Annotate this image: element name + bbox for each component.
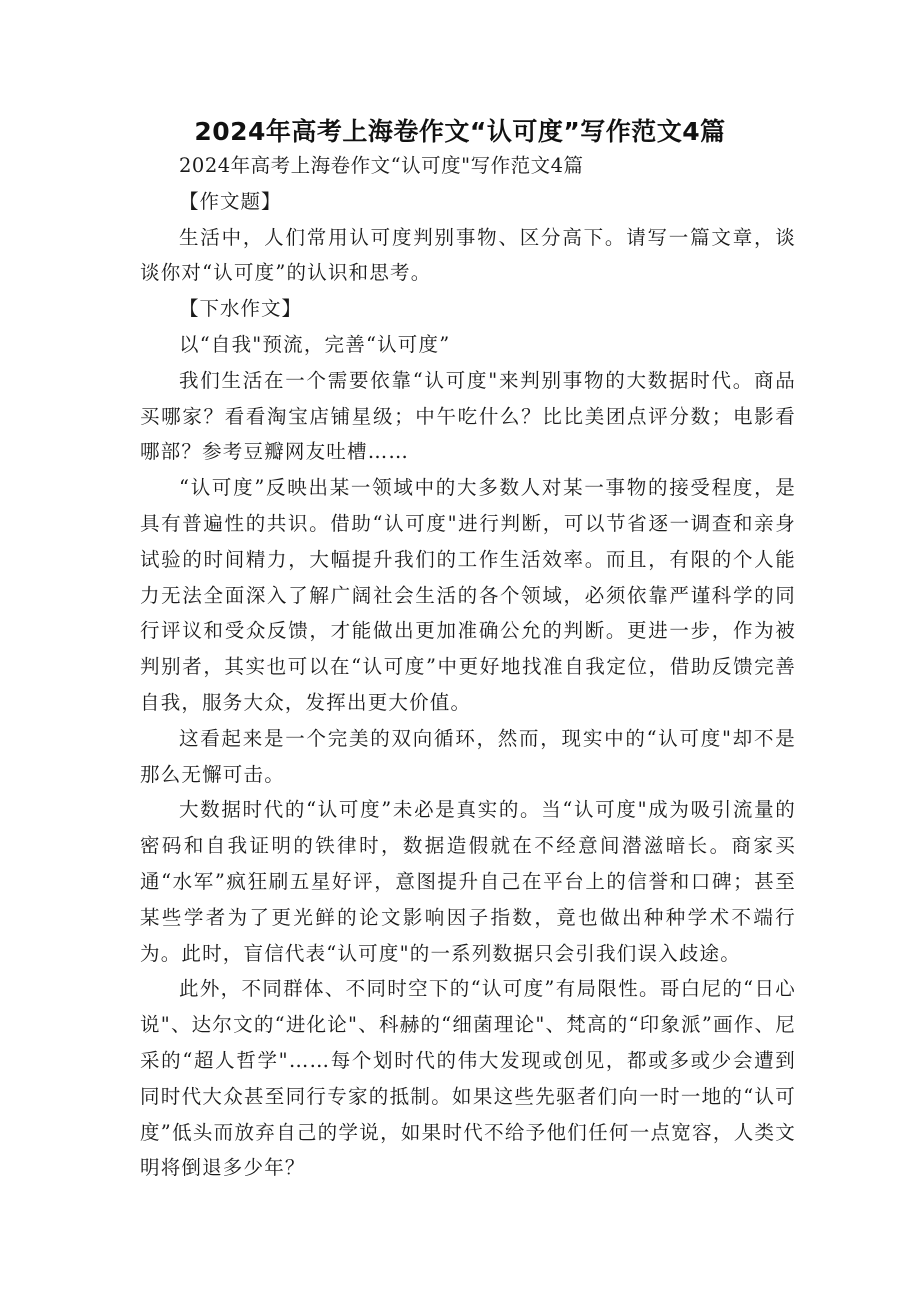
document-title: 2024年高考上海卷作文“认可度”写作范文4篇	[194, 117, 726, 146]
essay-heading: 以“自我"预流，完善“认可度”	[179, 332, 451, 356]
body-paragraph: 此外，不同群体、不同时空下的“认可度”有局限性。哥白尼的“日心说"、达尔文的“进化论"、科赫的“细菌理论"、梵高的“印象派”画作、尼采的“超人哲学"……每个划时代的伟大发现或创见，都或多或少会遭到同时代大众甚至同行专家的抵制。如果这些先驱者们向一时一地的“认可度”低头而放弃自己的学说，如果时代不给予他们任何一点宽容，人类文明将倒退多少年？	[140, 977, 796, 1180]
section-label-prompt: 【作文题】	[179, 189, 282, 213]
subtitle-paragraph: 2024年高考上海卷作文“认可度"写作范文4篇	[179, 154, 584, 177]
body-paragraph: 我们生活在一个需要依靠“认可度"来判别事物的大数据时代。商品买哪家？看看淘宝店铺星级；中午吃什么？比比美团点评分数；电影看哪部？参考豆瓣网友吐槽……	[140, 368, 796, 464]
body-paragraph: 大数据时代的“认可度”未必是真实的。当“认可度"成为吸引流量的密码和自我证明的铁律时，数据造假就在不经意间潜滋暗长。商家买通“水军”疯狂刷五星好评，意图提升自己在平台上的信誉和口碑；甚至某些学者为了更光鲜的论文影响因子指数，竟也做出种种学术不端行为。此时，盲信代表“认可度"的一系列数据只会引我们误入歧途。	[140, 798, 796, 965]
body-paragraph: “认可度”反映出某一领域中的大多数人对某一事物的接受程度，是具有普遍性的共识。借助“认可度"进行判断，可以节省逐一调查和亲身试验的时间精力，大幅提升我们的工作生活效率。而且，有限的个人能力无法全面深入了解广阔社会生活的各个领域，必须依靠严谨科学的同行评议和受众反馈，才能做出更加准确公允的判断。更进一步，作为被判别者，其实也可以在“认可度”中更好地找准自我定位，借助反馈完善自我，服务大众，发挥出更大价值。	[140, 476, 796, 714]
section-label-sample-essay: 【下水作文】	[179, 297, 303, 321]
prompt-paragraph: 生活中，人们常用认可度判别事物、区分高下。请写一篇文章，谈谈你对“认可度”的认识和思考。	[140, 225, 796, 285]
document-body	[140, 148, 796, 1186]
body-paragraph: 这看起来是一个完美的双向循环，然而，现实中的“认可度"却不是那么无懈可击。	[140, 726, 796, 786]
